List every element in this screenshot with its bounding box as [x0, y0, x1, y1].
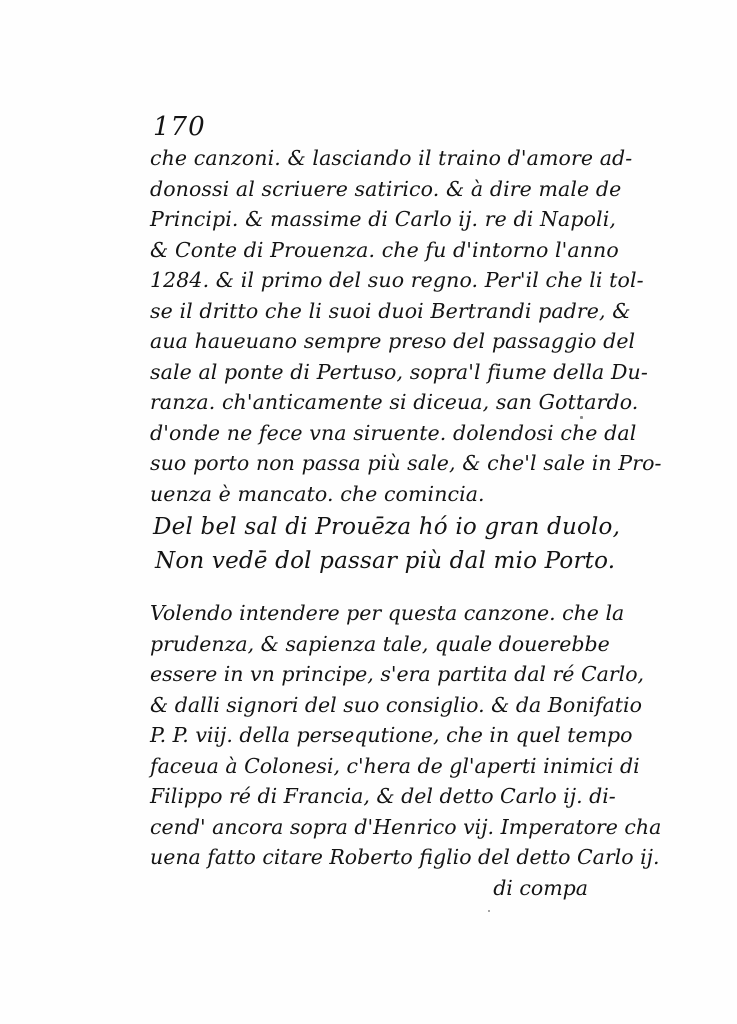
verse-quotation [153, 510, 621, 578]
text-line: 1284. & il primo del suo regno. Per'il che li tol- [150, 268, 644, 292]
text-line: suo porto non passa più sale, & che'l sale in Pro- [150, 451, 662, 475]
text-line: & dalli signori del suo consiglio. & da Bonifatio [150, 692, 642, 717]
ink-speck [488, 910, 490, 912]
text-line: faceua à Colonesi, c'hera de gl'aperti inimici di [150, 753, 640, 778]
text-line: prudenza, & sapienza tale, quale douerebbe [150, 631, 610, 656]
text-line: d'onde ne fece vna siruente. dolendosi che dal [150, 420, 637, 445]
catchword: di compa [493, 875, 588, 900]
text-line: cend' ancora sopra d'Henrico vij. Imperatore cha [150, 814, 662, 839]
verse-line: Del bel sal di Prouēza hó io gran duolo, [153, 514, 621, 540]
paragraph-1 [150, 143, 662, 509]
text-line: sale al ponte di Pertuso, sopra'l fiume della Du- [150, 359, 648, 384]
text-line: se il dritto che li suoi duoi Bertrandi padre, & [150, 298, 631, 323]
text-line: aua haueuano sempre preso del passaggio del [150, 329, 636, 353]
ink-speck [580, 416, 583, 419]
text-line: Filippo ré di Francia, & del detto Carlo ij. di- [150, 784, 616, 808]
text-line: ranza. ch'anticamente si diceua, san Gottardo. [150, 390, 639, 414]
text-line: essere in vn principe, s'era partita dal ré Carlo, [150, 662, 645, 686]
text-line: P. P. viij. della persequtione, che in quel tempo [150, 723, 633, 747]
text-line: uenza è mancato. che comincia. [150, 481, 485, 506]
text-line: uena fatto citare Roberto figlio del detto Carlo ij. [150, 845, 660, 869]
verse-line: Non vedē dol passar più dal mio Porto. [155, 548, 616, 574]
page-number: 170 [153, 112, 206, 142]
text-line: Volendo intendere per questa canzone. che la [150, 601, 625, 625]
text-line: & Conte di Prouenza. che fu d'intorno l'anno [150, 237, 619, 262]
text-line: che canzoni. & lasciando il traino d'amore ad- [150, 146, 633, 170]
text-line: donossi al scriuere satirico. & à dire male de [150, 176, 622, 201]
text-line: Principi. & massime di Carlo ij. re di Napoli, [150, 207, 616, 231]
paragraph-2 [150, 598, 662, 903]
